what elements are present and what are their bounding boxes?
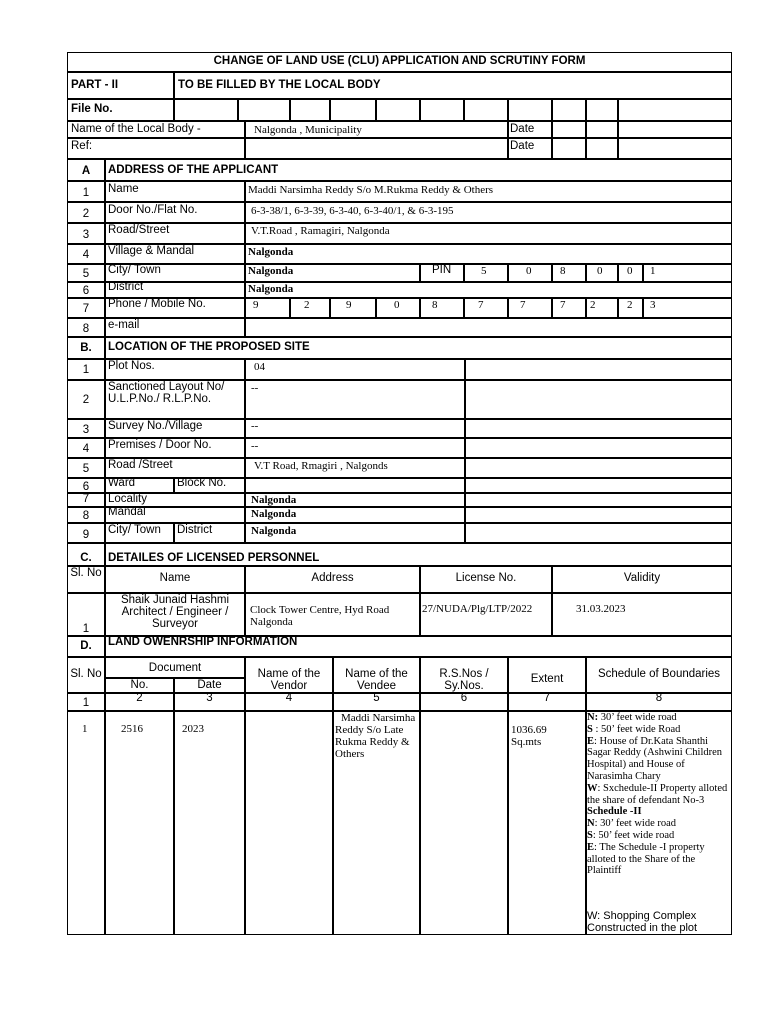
b6-value-cell[interactable] <box>245 478 465 493</box>
vendee-name: Maddi Narsimha Reddy S/o Late Rukma Reddy & Others <box>335 712 416 760</box>
file-no-box-11[interactable] <box>618 99 732 121</box>
date-box-3[interactable] <box>618 121 732 138</box>
b2-label: Sanctioned Layout No/ U.L.P.No./ R.L.P.No. <box>108 381 225 405</box>
c-header-sl: Sl. No <box>70 567 102 579</box>
d-header-docno: No. <box>130 679 149 691</box>
file-no-box-2[interactable] <box>238 99 290 121</box>
date-box-1[interactable] <box>552 121 586 138</box>
boundary-line-1: N: 30’ feet wide road <box>587 712 677 723</box>
document-no: 2516 <box>121 723 143 735</box>
b8-no: 8 <box>82 510 90 522</box>
section-a-letter: A <box>81 165 91 177</box>
ref-date-label: Date <box>510 140 535 152</box>
b7-label: Locality <box>108 493 147 505</box>
phone-box-3[interactable] <box>330 298 376 318</box>
c-header-validity: Validity <box>623 572 661 584</box>
section-c-title: DETAILES OF LICENSED PERSONNEL <box>108 552 320 564</box>
a7-no: 7 <box>82 303 90 315</box>
c-header-address: Address <box>311 572 354 584</box>
file-no-box-8[interactable] <box>508 99 552 121</box>
d-row-sl: 1 <box>82 723 88 735</box>
b3-no: 3 <box>82 424 90 436</box>
date-box-2[interactable] <box>586 121 618 138</box>
c-header-license: License No. <box>455 572 517 584</box>
d-header-vendor: Name of the Vendor <box>257 668 321 692</box>
pin-digit-3: 8 <box>560 265 566 277</box>
c-row-sl: 1 <box>82 623 90 635</box>
b6-label: Ward <box>108 477 136 489</box>
file-no-box-6[interactable] <box>420 99 464 121</box>
b1-label: Plot Nos. <box>108 360 155 372</box>
phone-box-11[interactable] <box>643 298 732 318</box>
b9-no: 9 <box>82 529 90 541</box>
a5-no: 5 <box>82 268 90 280</box>
phone-digit-4: 0 <box>394 299 400 311</box>
b8-extra-cell <box>465 507 732 523</box>
ref-date-box-1[interactable] <box>552 138 586 159</box>
b1-value-cell[interactable] <box>245 359 465 380</box>
part-note: TO BE FILLED BY THE LOCAL BODY <box>178 79 381 91</box>
site-road-value: V.T Road, Rmagiri , Nalgonds <box>254 460 388 472</box>
extent-value: 1036.69 Sq.mts <box>511 724 547 748</box>
d-header-extent: Extent <box>530 673 564 685</box>
b2-extra-cell <box>465 380 732 419</box>
b5-extra-cell <box>465 458 732 478</box>
b9-extra-cell <box>465 523 732 543</box>
b4-no: 4 <box>82 443 90 455</box>
applicant-road: V.T.Road , Ramagiri, Nalgonda <box>251 225 390 237</box>
section-d-letter: D. <box>80 640 92 652</box>
phone-box-2[interactable] <box>290 298 330 318</box>
a6-label: District <box>108 281 144 293</box>
local-body-label: Name of the Local Body - <box>71 123 201 135</box>
b1-extra-cell <box>465 359 732 380</box>
pin-digit-4: 0 <box>597 265 603 277</box>
a1-no: 1 <box>82 187 90 199</box>
d-row-vendor-cell[interactable] <box>245 711 333 935</box>
d-header-document: Document <box>148 662 202 674</box>
a4-value-cell[interactable] <box>245 244 732 264</box>
d-header-rsnos: R.S.Nos / Sy.Nos. <box>439 668 489 692</box>
a6-value-cell[interactable] <box>245 282 732 298</box>
a3-no: 3 <box>82 229 90 241</box>
d-colnum-7: 7 <box>543 692 551 704</box>
boundary-line-4: W: Sxchedule-II Property alloted the share of defendant No-3 <box>587 782 728 806</box>
pin-box-3[interactable] <box>552 264 586 282</box>
local-body-value: Nalgonda , Municipality <box>254 124 362 136</box>
pin-digit-1: 5 <box>481 265 487 277</box>
b9-label: City/ Town <box>108 524 161 536</box>
mandal-value: Nalgonda <box>251 508 297 520</box>
document-date: 2023 <box>182 723 204 735</box>
phone-box-8[interactable] <box>552 298 586 318</box>
section-c-letter: C. <box>80 552 92 564</box>
file-no-label: File No. <box>71 103 113 115</box>
a2-label: Door No./Flat No. <box>108 204 198 216</box>
d-row-docdate-cell[interactable] <box>174 711 245 935</box>
b6-no: 6 <box>82 481 90 493</box>
a5-label: City/ Town <box>108 264 161 276</box>
phone-box-5[interactable] <box>420 298 464 318</box>
ref-date-box-2[interactable] <box>586 138 618 159</box>
d-colnum-1: 1 <box>82 697 90 709</box>
b7-extra-cell <box>465 493 732 507</box>
file-no-box-3[interactable] <box>290 99 330 121</box>
date-label: Date <box>510 123 535 135</box>
d-colnum-3: 3 <box>206 692 213 704</box>
b3-value-cell[interactable] <box>245 419 465 438</box>
a1-label: Name <box>108 183 139 195</box>
phone-digit-5: 8 <box>432 299 438 311</box>
layout-no-value: -- <box>251 382 259 394</box>
file-no-box-4[interactable] <box>330 99 376 121</box>
pin-box-6[interactable] <box>643 264 732 282</box>
file-no-box-10[interactable] <box>586 99 618 121</box>
phone-digit-10: 2 <box>627 299 633 311</box>
phone-box-1[interactable] <box>245 298 290 318</box>
a7-label: Phone / Mobile No. <box>108 298 206 310</box>
b9-label2: District <box>177 524 213 536</box>
b5-no: 5 <box>82 463 90 475</box>
licensed-person-validity: 31.03.2023 <box>576 603 626 615</box>
boundary-line-5: Schedule -II <box>587 806 642 818</box>
phone-box-6[interactable] <box>464 298 508 318</box>
applicant-city: Nalgonda <box>248 265 294 277</box>
plot-no-value: 04 <box>254 361 265 373</box>
b2-value-cell[interactable] <box>245 380 465 419</box>
phone-digit-3: 9 <box>346 299 352 311</box>
d-header-docdate: Date <box>197 679 222 691</box>
b7-no: 7 <box>82 493 90 505</box>
a4-no: 4 <box>82 249 90 261</box>
d-colnum-2: 2 <box>136 692 143 704</box>
b4-value-cell[interactable] <box>245 438 465 458</box>
b1-no: 1 <box>82 364 90 376</box>
d-colnum-6: 6 <box>460 692 468 704</box>
licensed-person-name: Shaik Junaid Hashmi Architect / Engineer / Surveyor <box>120 594 230 630</box>
b6-extra-cell <box>465 478 732 493</box>
phone-digit-1: 9 <box>253 299 259 311</box>
part-label: PART - II <box>71 79 119 91</box>
ref-label-cell <box>67 138 245 159</box>
section-b-letter: B. <box>80 342 92 354</box>
d-row-docno-cell[interactable] <box>105 711 174 935</box>
d-colnum-5: 5 <box>373 692 380 704</box>
d-header-vendee: Name of the Vendee <box>345 668 408 692</box>
boundary-schedule <box>587 712 732 877</box>
a3-label: Road/Street <box>108 224 170 236</box>
c-header-name: Name <box>159 572 191 584</box>
pin-digit-2: 0 <box>526 265 532 277</box>
a2-no: 2 <box>82 208 90 220</box>
b8-label: Mandal <box>108 506 146 518</box>
phone-box-7[interactable] <box>508 298 552 318</box>
applicant-district: Nalgonda <box>248 283 294 295</box>
boundary-line-8: E: The Schedule -I property alloted to the Share of the Plaintiff <box>587 841 705 877</box>
phone-digit-2: 2 <box>304 299 310 311</box>
licensed-person-address: Clock Tower Centre, Hyd Road Nalgonda <box>250 604 390 628</box>
d-row-sl-cell <box>67 711 105 935</box>
a8-no: 8 <box>82 323 90 335</box>
section-d-title: LAND OWENRSHIP INFORMATION <box>108 636 298 648</box>
phone-digit-11: 3 <box>650 299 656 311</box>
boundary-line-2: S : 50’ feet wide Road <box>587 723 681 735</box>
a8-label: e-mail <box>108 319 140 331</box>
form-title: CHANGE OF LAND USE (CLU) APPLICATION AND SCRUTINY FORM <box>213 55 586 67</box>
d-colnum-8: 8 <box>655 692 663 704</box>
site-district-value: Nalgonda <box>251 525 297 537</box>
applicant-name: Maddi Narsimha Reddy S/o M.Rukma Reddy & Others <box>248 184 494 196</box>
section-a-title: ADDRESS OF THE APPLICANT <box>108 164 279 176</box>
b3-extra-cell <box>465 419 732 438</box>
section-b-title: LOCATION OF THE PROPOSED SITE <box>108 341 310 353</box>
d-header-sl: Sl. No <box>70 668 102 680</box>
survey-no-value: -- <box>251 420 259 432</box>
file-no-box-7[interactable] <box>464 99 508 121</box>
file-no-box-5[interactable] <box>376 99 420 121</box>
b2-no: 2 <box>82 394 90 406</box>
boundary-line-3: E: House of Dr.Kata Shanthi Sagar Reddy (Ashwini Children Hospital) and House of Narasimha Chary <box>587 735 723 782</box>
applicant-village: Nalgonda <box>248 246 294 258</box>
b6-label2: Block No. <box>177 477 227 489</box>
ref-label: Ref: <box>71 140 93 152</box>
licensed-person-license: 27/NUDA/Plg/LTP/2022 <box>422 603 533 615</box>
file-no-box-9[interactable] <box>552 99 586 121</box>
a6-no: 6 <box>82 285 90 297</box>
a4-label: Village & Mandal <box>108 245 195 257</box>
ref-value-cell[interactable] <box>245 138 508 159</box>
pin-label: PIN <box>432 264 452 276</box>
b4-label: Premises / Door No. <box>108 439 212 451</box>
ref-date-box-3[interactable] <box>618 138 732 159</box>
b5-label: Road /Street <box>108 459 173 471</box>
file-no-box-1[interactable] <box>174 99 238 121</box>
d-colnum-4: 4 <box>285 692 293 704</box>
pin-digit-5: 0 <box>627 265 633 277</box>
phone-digit-6: 7 <box>478 299 484 311</box>
b3-label: Survey No./Village <box>108 420 203 432</box>
locality-value: Nalgonda <box>251 494 297 506</box>
phone-digit-7: 7 <box>520 299 526 311</box>
boundary-line-7: S: 50’ feet wide road <box>587 829 675 841</box>
applicant-door-no: 6-3-38/1, 6-3-39, 6-3-40, 6-3-40/1, & 6-3-195 <box>251 205 454 217</box>
d-header-schedule: Schedule of Boundaries <box>597 668 721 680</box>
pin-digit-6: 1 <box>650 265 656 277</box>
boundary-west-note: W: Shopping Complex Constructed in the plot <box>587 910 698 934</box>
b4-extra-cell <box>465 438 732 458</box>
boundary-line-6: N: 30’ feet wide road <box>587 818 677 830</box>
email-value-cell[interactable] <box>245 318 732 337</box>
d-row-rsnos-cell[interactable] <box>420 711 508 935</box>
phone-digit-8: 7 <box>560 299 566 311</box>
phone-digit-9: 2 <box>590 299 596 311</box>
premises-value: -- <box>251 440 259 452</box>
